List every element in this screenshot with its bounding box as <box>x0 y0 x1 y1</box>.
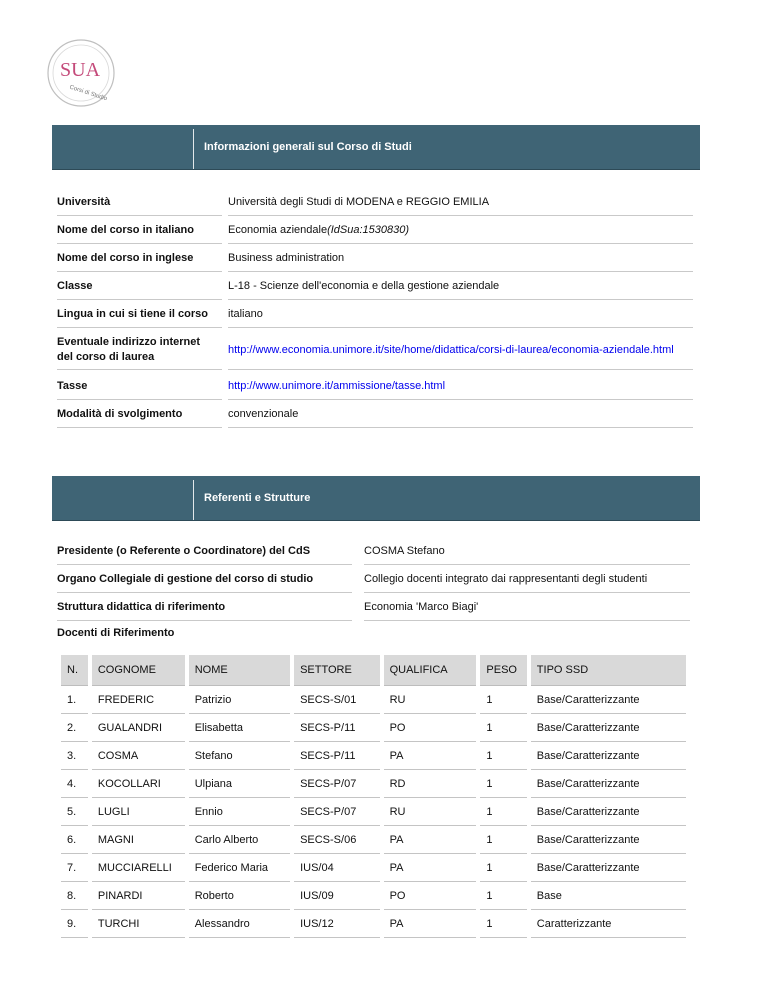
cell-col-nome: Ulpiana <box>189 770 290 798</box>
header-col-settore: SETTORE <box>294 655 380 686</box>
cell-col-tipo-ssd: Base/Caratterizzante <box>531 714 686 742</box>
section-header-general-info <box>52 125 700 170</box>
cell-col-tipo-ssd: Base/Caratterizzante <box>531 742 686 770</box>
cell-col-qualifica: PO <box>384 882 477 910</box>
cell-col-nome: Stefano <box>189 742 290 770</box>
header-col-cognome: COGNOME <box>92 655 185 686</box>
row-label: Tasse <box>57 372 222 400</box>
row-value: COSMA Stefano <box>364 537 690 565</box>
cell-col-qualifica: PO <box>384 714 477 742</box>
cell-col-n: 3. <box>61 742 88 770</box>
row-label: Nome del corso in italiano <box>57 216 222 244</box>
course-id: (IdSua:1530830) <box>327 223 410 236</box>
cell-col-tipo-ssd: Base <box>531 882 686 910</box>
cell-col-settore: SECS-P/11 <box>294 742 380 770</box>
cell-col-qualifica: PA <box>384 742 477 770</box>
row-label: Presidente (o Referente o Coordinatore) del CdS <box>57 537 352 565</box>
cell-col-tipo-ssd: Base/Caratterizzante <box>531 686 686 714</box>
cell-col-settore: SECS-P/07 <box>294 798 380 826</box>
cell-col-nome: Ennio <box>189 798 290 826</box>
row-value <box>228 216 693 244</box>
logo-subtext: Corsi di Studio <box>68 84 108 103</box>
header-col-n: N. <box>61 655 88 686</box>
cell-col-settore: SECS-S/01 <box>294 686 380 714</box>
table-row <box>61 854 686 882</box>
row-label: Università <box>57 188 222 216</box>
sua-logo <box>46 38 116 108</box>
teachers-heading: Docenti di Riferimento <box>57 627 175 639</box>
section-title: Informazioni generali sul Corso di Studi <box>204 141 412 153</box>
info-row-modalita <box>57 400 693 428</box>
row-label: Nome del corso in inglese <box>57 244 222 272</box>
cell-col-n: 4. <box>61 770 88 798</box>
ref-row-presidente <box>57 537 690 565</box>
header-col-nome: NOME <box>189 655 290 686</box>
cell-col-cognome: MAGNI <box>92 826 185 854</box>
table-body <box>61 686 686 938</box>
cell-col-peso: 1 <box>480 770 526 798</box>
cell-col-peso: 1 <box>480 910 526 938</box>
cell-col-qualifica: RU <box>384 798 477 826</box>
cell-col-cognome: LUGLI <box>92 798 185 826</box>
section-title: Referenti e Strutture <box>204 492 311 504</box>
ref-row-organo <box>57 565 690 593</box>
cell-col-qualifica: PA <box>384 910 477 938</box>
cell-col-nome: Roberto <box>189 882 290 910</box>
cell-col-settore: IUS/12 <box>294 910 380 938</box>
cell-col-peso: 1 <box>480 714 526 742</box>
table-row <box>61 770 686 798</box>
row-label-line1: Eventuale indirizzo internet <box>57 335 201 348</box>
cell-col-tipo-ssd: Base/Caratterizzante <box>531 854 686 882</box>
ref-row-struttura <box>57 593 690 621</box>
header-col-qualifica: QUALIFICA <box>384 655 477 686</box>
cell-col-nome: Patrizio <box>189 686 290 714</box>
header-separator <box>193 129 194 169</box>
table-row <box>61 910 686 938</box>
cell-col-cognome: FREDERIC <box>92 686 185 714</box>
row-label: Struttura didattica di riferimento <box>57 593 352 621</box>
row-value: italiano <box>228 300 693 328</box>
cell-col-settore: SECS-S/06 <box>294 826 380 854</box>
info-row-tasse <box>57 372 693 400</box>
row-label: Classe <box>57 272 222 300</box>
cell-col-settore: IUS/04 <box>294 854 380 882</box>
cell-col-settore: SECS-P/07 <box>294 770 380 798</box>
row-value: L-18 - Scienze dell'economia e della gestione aziendale <box>228 272 693 300</box>
table-row <box>61 742 686 770</box>
cell-col-cognome: COSMA <box>92 742 185 770</box>
row-label: Lingua in cui si tiene il corso <box>57 300 222 328</box>
table-row <box>61 798 686 826</box>
table-row <box>61 686 686 714</box>
cell-col-cognome: MUCCIARELLI <box>92 854 185 882</box>
cell-col-qualifica: RD <box>384 770 477 798</box>
cell-col-peso: 1 <box>480 882 526 910</box>
cell-col-nome: Alessandro <box>189 910 290 938</box>
cell-col-n: 9. <box>61 910 88 938</box>
cell-col-tipo-ssd: Base/Caratterizzante <box>531 826 686 854</box>
row-label <box>57 330 222 370</box>
table-row <box>61 714 686 742</box>
info-row-universita <box>57 188 693 216</box>
header-col-peso: PESO <box>480 655 526 686</box>
cell-col-tipo-ssd: Base/Caratterizzante <box>531 798 686 826</box>
table-row <box>61 826 686 854</box>
info-row-nome-inglese <box>57 244 693 272</box>
logo-text: SUA <box>60 59 101 81</box>
cell-col-cognome: GUALANDRI <box>92 714 185 742</box>
header-separator <box>193 480 194 520</box>
cell-col-nome: Elisabetta <box>189 714 290 742</box>
cell-col-nome: Carlo Alberto <box>189 826 290 854</box>
header-col-tipo-ssd: TIPO SSD <box>531 655 686 686</box>
course-name: Economia aziendale <box>228 223 328 236</box>
course-website-link[interactable]: http://www.economia.unimore.it/site/home/didattica/corsi-di-laurea/economia-aziendale.html <box>228 330 693 370</box>
cell-col-qualifica: PA <box>384 854 477 882</box>
cell-col-cognome: PINARDI <box>92 882 185 910</box>
cell-col-n: 8. <box>61 882 88 910</box>
info-row-lingua <box>57 300 693 328</box>
cell-col-peso: 1 <box>480 798 526 826</box>
cell-col-settore: SECS-P/11 <box>294 714 380 742</box>
table-header-row <box>61 655 686 686</box>
teachers-table <box>57 655 690 938</box>
cell-col-n: 5. <box>61 798 88 826</box>
cell-col-peso: 1 <box>480 826 526 854</box>
cell-col-peso: 1 <box>480 854 526 882</box>
table-row <box>61 882 686 910</box>
cell-col-cognome: KOCOLLARI <box>92 770 185 798</box>
info-row-nome-italiano <box>57 216 693 244</box>
cell-col-n: 1. <box>61 686 88 714</box>
cell-col-n: 2. <box>61 714 88 742</box>
cell-col-peso: 1 <box>480 742 526 770</box>
row-value: Collegio docenti integrato dai rappresentanti degli studenti <box>364 565 690 593</box>
cell-col-n: 7. <box>61 854 88 882</box>
cell-col-settore: IUS/09 <box>294 882 380 910</box>
tasse-link[interactable]: http://www.unimore.it/ammissione/tasse.html <box>228 372 693 400</box>
cell-col-n: 6. <box>61 826 88 854</box>
row-label: Organo Collegiale di gestione del corso di studio <box>57 565 352 593</box>
section-header-referenti <box>52 476 700 521</box>
row-label-line2: del corso di laurea <box>57 350 155 363</box>
cell-col-peso: 1 <box>480 686 526 714</box>
row-label: Modalità di svolgimento <box>57 400 222 428</box>
cell-col-cognome: TURCHI <box>92 910 185 938</box>
cell-col-tipo-ssd: Base/Caratterizzante <box>531 770 686 798</box>
cell-col-tipo-ssd: Caratterizzante <box>531 910 686 938</box>
cell-col-qualifica: PA <box>384 826 477 854</box>
info-row-indirizzo-internet <box>57 330 693 370</box>
row-value: Business administration <box>228 244 693 272</box>
info-row-classe <box>57 272 693 300</box>
row-value: convenzionale <box>228 400 693 428</box>
row-value: Università degli Studi di MODENA e REGGIO EMILIA <box>228 188 693 216</box>
cell-col-qualifica: RU <box>384 686 477 714</box>
row-value: Economia 'Marco Biagi' <box>364 593 690 621</box>
cell-col-nome: Federico Maria <box>189 854 290 882</box>
